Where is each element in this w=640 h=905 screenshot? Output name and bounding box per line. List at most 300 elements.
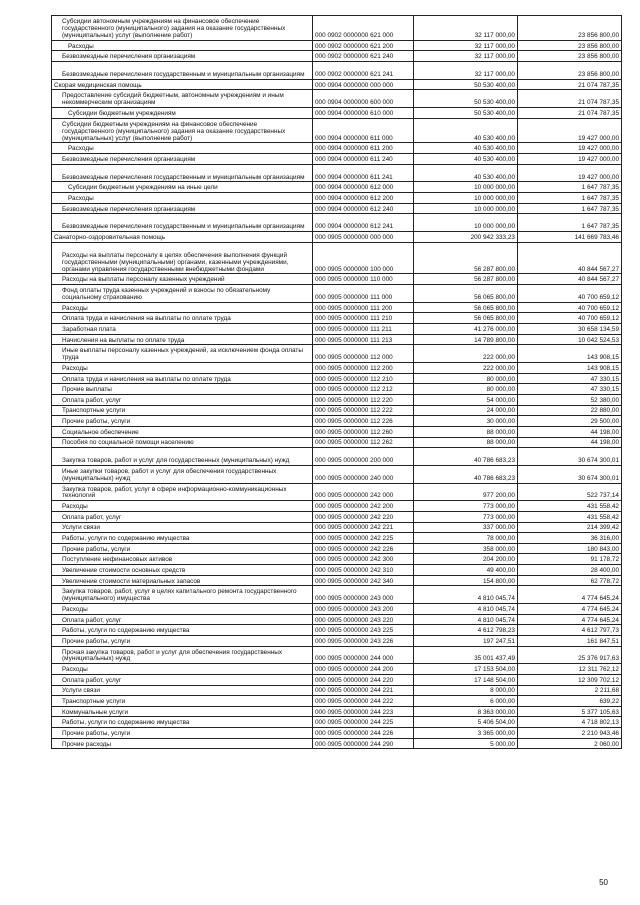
table-row	[52, 108, 622, 119]
row-fact-cell: 4 774 645,24	[518, 586, 622, 604]
row-code-cell: 000 0905 0000000 244 000	[313, 646, 414, 664]
row-name-cell	[52, 674, 313, 685]
row-code-cell: 000 0904 0000000 611 000	[313, 118, 414, 143]
table-row	[52, 90, 622, 108]
row-plan-cell: 17 148 504,00	[414, 674, 518, 685]
row-fact-cell: 2 060,00	[518, 738, 622, 749]
row-code-cell: 000 0905 0000000 243 200	[313, 604, 414, 615]
row-fact-cell: 431 558,42	[518, 501, 622, 512]
row-plan-cell: 40 530 400,00	[414, 143, 518, 154]
row-plan-cell: 17 153 504,00	[414, 664, 518, 675]
row-fact-cell: 28 400,00	[518, 565, 622, 576]
row-plan-cell: 50 530 400,00	[414, 108, 518, 119]
row-plan-cell: 56 287 800,00	[414, 242, 518, 274]
table-row	[52, 51, 622, 62]
row-plan-cell: 32 117 000,00	[414, 16, 518, 41]
row-plan-cell: 40 530 400,00	[414, 118, 518, 143]
row-fact-cell: 12 311 762,12	[518, 664, 622, 675]
row-name-cell	[52, 604, 313, 615]
row-name-text: Оплата труда и начисления на выплаты по оплате труда	[62, 375, 231, 383]
row-code-cell: 000 0905 0000000 242 000	[313, 483, 414, 501]
table-row	[52, 285, 622, 303]
row-fact-cell: 47 330,15	[518, 373, 622, 384]
row-plan-cell: 56 287 800,00	[414, 274, 518, 285]
row-name-cell	[52, 625, 313, 636]
row-fact-cell: 2 210 943,46	[518, 728, 622, 739]
row-fact-cell: 10 042 524,53	[518, 334, 622, 345]
row-name-cell	[52, 501, 313, 512]
table-row	[52, 334, 622, 345]
row-plan-cell: 773 000,00	[414, 501, 518, 512]
row-name-cell	[52, 448, 313, 466]
row-fact-cell: 522 737,14	[518, 483, 622, 501]
row-fact-cell: 44 198,00	[518, 437, 622, 448]
table-row	[52, 738, 622, 749]
row-plan-cell: 30 000,00	[414, 416, 518, 427]
row-name-cell	[52, 203, 313, 214]
row-code-cell: 000 0905 0000000 242 310	[313, 565, 414, 576]
row-fact-cell: 21 074 787,35	[518, 90, 622, 108]
row-fact-cell: 639,22	[518, 696, 622, 707]
row-plan-cell: 40 786 683,23	[414, 448, 518, 466]
row-plan-cell: 200 942 333,23	[414, 232, 518, 243]
row-name-cell	[52, 363, 313, 374]
row-fact-cell: 29 500,00	[518, 416, 622, 427]
row-name-cell	[52, 437, 313, 448]
row-code-cell: 000 0904 0000000 612 241	[313, 214, 414, 232]
row-plan-cell: 154 800,00	[414, 575, 518, 586]
table-row	[52, 554, 622, 565]
row-name-cell	[52, 728, 313, 739]
row-name-cell	[52, 373, 313, 384]
row-plan-cell: 10 000 000,00	[414, 214, 518, 232]
table-row	[52, 345, 622, 363]
table-row	[52, 511, 622, 522]
row-name-text: Субсидии бюджетным учреждениям на финансовое обеспечение государственного (муниципального) задания на оказание государственных (муниципальных) услуг (выполнение работ)	[62, 121, 286, 142]
row-name-cell	[52, 164, 313, 182]
row-name-text: Прочие выплаты	[62, 386, 112, 394]
row-name-cell	[52, 232, 313, 243]
table-row	[52, 575, 622, 586]
row-fact-cell: 12 309 702,12	[518, 674, 622, 685]
row-name-text: Прочие работы, услуги	[62, 418, 131, 426]
table-row	[52, 728, 622, 739]
row-fact-cell: 36 316,00	[518, 533, 622, 544]
row-name-text: Работы, услуги по содержанию имущества	[62, 719, 190, 727]
table-row	[52, 182, 622, 193]
row-plan-cell: 54 000,00	[414, 394, 518, 405]
row-name-text: Прочие работы, услуги	[62, 729, 131, 737]
row-name-cell	[52, 16, 313, 41]
row-plan-cell: 5 000,00	[414, 738, 518, 749]
table-row	[52, 363, 622, 374]
row-code-cell: 000 0905 0000000 242 300	[313, 554, 414, 565]
row-name-cell	[52, 334, 313, 345]
table-row	[52, 604, 622, 615]
row-fact-cell: 19 427 000,00	[518, 118, 622, 143]
row-code-cell: 000 0905 0000000 111 211	[313, 324, 414, 335]
row-name-cell	[52, 586, 313, 604]
row-name-text: Безвозмездные перечисления государственным и муниципальным организациям	[62, 173, 305, 181]
row-name-cell	[52, 575, 313, 586]
table-row	[52, 674, 622, 685]
row-code-cell: 000 0905 0000000 243 226	[313, 635, 414, 646]
row-code-cell: 000 0904 0000000 000 000	[313, 79, 414, 90]
row-code-cell: 000 0905 0000000 112 262	[313, 437, 414, 448]
row-name-text: Оплата работ, услуг	[62, 616, 122, 624]
table-row	[52, 522, 622, 533]
row-code-cell: 000 0904 0000000 600 000	[313, 90, 414, 108]
row-plan-cell: 5 406 504,00	[414, 717, 518, 728]
row-code-cell: 000 0905 0000000 112 222	[313, 405, 414, 416]
row-plan-cell: 40 786 683,23	[414, 465, 518, 483]
row-plan-cell: 56 065 800,00	[414, 285, 518, 303]
row-fact-cell: 40 700 659,12	[518, 313, 622, 324]
row-fact-cell: 44 198,00	[518, 426, 622, 437]
row-name-text: Начисления на выплаты по оплате труда	[62, 336, 185, 344]
row-name-text: Оплата работ, услуг	[62, 396, 122, 404]
row-name-text: Расходы	[68, 145, 94, 153]
row-code-cell: 000 0905 0000000 243 000	[313, 586, 414, 604]
table-row	[52, 426, 622, 437]
row-name-cell	[52, 40, 313, 51]
row-code-cell: 000 0905 0000000 244 225	[313, 717, 414, 728]
row-name-text: Работы, услуги по содержанию имущества	[62, 627, 190, 635]
row-name-text: Транспортные услуги	[62, 698, 126, 706]
row-name-cell	[52, 717, 313, 728]
row-name-text: Расходы на выплаты персоналу казенных учреждений	[62, 276, 225, 284]
row-name-text: Закупка товаров, работ, услуг в целях капитального ремонта государственного (муниципального) имущества	[62, 588, 297, 603]
row-name-cell	[52, 685, 313, 696]
row-name-cell	[52, 214, 313, 232]
row-plan-cell: 32 117 000,00	[414, 40, 518, 51]
row-code-cell: 000 0905 0000000 242 200	[313, 501, 414, 512]
row-fact-cell: 2 211,68	[518, 685, 622, 696]
row-name-text: Услуги связи	[62, 524, 100, 532]
row-code-cell: 000 0905 0000000 244 220	[313, 674, 414, 685]
row-fact-cell: 23 856 800,00	[518, 51, 622, 62]
table-row	[52, 717, 622, 728]
row-fact-cell: 4 718 802,13	[518, 717, 622, 728]
row-code-cell: 000 0904 0000000 611 241	[313, 164, 414, 182]
row-plan-cell: 197 247,51	[414, 635, 518, 646]
table-row	[52, 646, 622, 664]
row-plan-cell: 80 000,00	[414, 373, 518, 384]
row-plan-cell: 78 000,00	[414, 533, 518, 544]
row-fact-cell: 19 427 000,00	[518, 143, 622, 154]
row-code-cell: 000 0905 0000000 112 000	[313, 345, 414, 363]
row-code-cell: 000 0905 0000000 244 221	[313, 685, 414, 696]
table-row	[52, 40, 622, 51]
row-name-text: Санаторно-оздоровительная помощь	[54, 233, 166, 241]
row-name-cell	[52, 285, 313, 303]
row-plan-cell: 80 000,00	[414, 384, 518, 395]
row-name-text: Оплата работ, услуг	[62, 676, 122, 684]
row-plan-cell: 49 400,00	[414, 565, 518, 576]
row-plan-cell: 773 000,00	[414, 511, 518, 522]
row-name-text: Прочие расходы	[62, 740, 111, 748]
row-name-text: Оплата работ, услуг	[62, 513, 122, 521]
row-code-cell: 000 0905 0000000 111 000	[313, 285, 414, 303]
row-plan-cell: 50 530 400,00	[414, 90, 518, 108]
row-plan-cell: 358 000,00	[414, 543, 518, 554]
row-fact-cell: 62 778,72	[518, 575, 622, 586]
row-fact-cell: 143 908,15	[518, 345, 622, 363]
row-name-cell	[52, 274, 313, 285]
row-plan-cell: 10 000 000,00	[414, 193, 518, 204]
row-plan-cell: 4 612 798,23	[414, 625, 518, 636]
row-fact-cell: 5 377 105,63	[518, 706, 622, 717]
row-fact-cell: 4 612 797,73	[518, 625, 622, 636]
row-fact-cell: 1 647 787,35	[518, 203, 622, 214]
row-name-text: Расходы	[62, 666, 88, 674]
row-code-cell: 000 0905 0000000 112 200	[313, 363, 414, 374]
table-row	[52, 16, 622, 41]
row-fact-cell: 19 427 000,00	[518, 164, 622, 182]
row-code-cell: 000 0905 0000000 244 200	[313, 664, 414, 675]
row-code-cell: 000 0904 0000000 612 240	[313, 203, 414, 214]
row-name-cell	[52, 706, 313, 717]
row-plan-cell: 3 365 000,00	[414, 728, 518, 739]
row-fact-cell: 40 700 659,12	[518, 302, 622, 313]
page-number: 50	[599, 878, 608, 887]
row-plan-cell: 88 000,00	[414, 426, 518, 437]
row-code-cell: 000 0905 0000000 244 290	[313, 738, 414, 749]
table-row	[52, 696, 622, 707]
row-fact-cell: 40 844 567,27	[518, 242, 622, 274]
table-row	[52, 706, 622, 717]
table-row	[52, 203, 622, 214]
table-row	[52, 533, 622, 544]
row-name-text: Иные закупки товаров, работ и услуг для обеспечения государственных (муниципальных) нужд	[62, 467, 277, 482]
row-name-cell	[52, 565, 313, 576]
row-code-cell: 000 0902 0000000 621 240	[313, 51, 414, 62]
row-fact-cell: 19 427 000,00	[518, 154, 622, 165]
row-name-text: Транспортные услуги	[62, 407, 126, 415]
row-name-cell	[52, 193, 313, 204]
row-code-cell: 000 0902 0000000 621 200	[313, 40, 414, 51]
table-row	[52, 164, 622, 182]
row-name-cell	[52, 522, 313, 533]
row-name-cell	[52, 465, 313, 483]
table-row	[52, 586, 622, 604]
table-row	[52, 313, 622, 324]
budget-execution-table	[51, 15, 622, 749]
row-code-cell: 000 0905 0000000 242 220	[313, 511, 414, 522]
row-name-cell	[52, 614, 313, 625]
row-plan-cell: 24 000,00	[414, 405, 518, 416]
row-fact-cell: 1 647 787,35	[518, 214, 622, 232]
row-fact-cell: 4 774 645,24	[518, 604, 622, 615]
row-fact-cell: 141 669 783,46	[518, 232, 622, 243]
row-code-cell: 000 0905 0000000 244 222	[313, 696, 414, 707]
table-row	[52, 324, 622, 335]
row-name-text: Безвозмездные перечисления организациям	[62, 205, 196, 213]
row-code-cell: 000 0905 0000000 200 000	[313, 448, 414, 466]
row-name-cell	[52, 394, 313, 405]
row-fact-cell: 91 178,72	[518, 554, 622, 565]
row-code-cell: 000 0905 0000000 242 221	[313, 522, 414, 533]
row-name-text: Работы, услуги по содержанию имущества	[62, 534, 190, 542]
row-name-text: Субсидии бюджетным учреждениям	[68, 109, 176, 117]
row-plan-cell: 222 000,00	[414, 363, 518, 374]
table-row	[52, 405, 622, 416]
row-plan-cell: 8 363 000,00	[414, 706, 518, 717]
row-code-cell: 000 0905 0000000 112 210	[313, 373, 414, 384]
row-code-cell: 000 0905 0000000 112 212	[313, 384, 414, 395]
row-name-cell	[52, 143, 313, 154]
table-row	[52, 448, 622, 466]
table-row	[52, 274, 622, 285]
row-code-cell: 000 0905 0000000 100 000	[313, 242, 414, 274]
table-row	[52, 625, 622, 636]
row-name-cell	[52, 483, 313, 501]
row-name-cell	[52, 182, 313, 193]
row-code-cell: 000 0905 0000000 240 000	[313, 465, 414, 483]
row-fact-cell: 22 880,00	[518, 405, 622, 416]
row-name-text: Безвозмездные перечисления государственным и муниципальным организациям	[62, 223, 305, 231]
row-name-text: Прочая закупка товаров, работ и услуг для обеспечения государственных (муниципальных) нужд	[62, 648, 283, 663]
row-fact-cell: 161 847,51	[518, 635, 622, 646]
row-plan-cell: 56 065 800,00	[414, 313, 518, 324]
row-code-cell: 000 0905 0000000 111 213	[313, 334, 414, 345]
table-row	[52, 465, 622, 483]
row-plan-cell: 977 200,00	[414, 483, 518, 501]
row-fact-cell: 431 558,42	[518, 511, 622, 522]
table-row	[52, 373, 622, 384]
row-name-text: Услуги связи	[62, 687, 100, 695]
row-name-text: Безвозмездные перечисления организациям	[62, 53, 196, 61]
row-code-cell: 000 0902 0000000 621 000	[313, 16, 414, 41]
row-name-text: Расходы на выплаты персоналу в целях обеспечения выполнения функций государственными (муниципальными) органами, казенными учреждениями, органами управления государственными внебюджетными фондами	[62, 252, 289, 273]
table-row	[52, 543, 622, 554]
table-row	[52, 242, 622, 274]
row-plan-cell: 32 117 000,00	[414, 51, 518, 62]
table-row	[52, 302, 622, 313]
row-code-cell: 000 0905 0000000 000 000	[313, 232, 414, 243]
row-fact-cell: 30 674 300,01	[518, 448, 622, 466]
row-plan-cell: 10 000 000,00	[414, 182, 518, 193]
row-fact-cell: 1 647 787,35	[518, 193, 622, 204]
row-name-cell	[52, 108, 313, 119]
row-plan-cell: 56 065 800,00	[414, 302, 518, 313]
row-name-cell	[52, 345, 313, 363]
row-name-cell	[52, 324, 313, 335]
row-name-cell	[52, 635, 313, 646]
row-fact-cell: 30 658 134,59	[518, 324, 622, 335]
row-fact-cell: 214 399,42	[518, 522, 622, 533]
row-name-text: Социальное обеспечение	[62, 428, 139, 436]
row-code-cell: 000 0905 0000000 244 226	[313, 728, 414, 739]
row-plan-cell: 4 810 045,74	[414, 604, 518, 615]
row-plan-cell: 40 530 400,00	[414, 164, 518, 182]
table-row	[52, 143, 622, 154]
row-plan-cell: 10 000 000,00	[414, 203, 518, 214]
row-code-cell: 000 0905 0000000 243 225	[313, 625, 414, 636]
row-name-text: Субсидии автономным учреждениям на финансовое обеспечение государственного (муниципального) задания на оказание государственных (муниципальных) услуг (выполнение работ)	[62, 18, 286, 39]
row-code-cell: 000 0905 0000000 112 226	[313, 416, 414, 427]
row-name-cell	[52, 554, 313, 565]
table-row	[52, 384, 622, 395]
row-code-cell: 000 0904 0000000 610 000	[313, 108, 414, 119]
row-name-text: Увеличение стоимости материальных запасов	[62, 577, 201, 585]
row-code-cell: 000 0902 0000000 621 241	[313, 62, 414, 80]
row-name-cell	[52, 154, 313, 165]
row-name-cell	[52, 242, 313, 274]
row-plan-cell: 40 530 400,00	[414, 154, 518, 165]
row-code-cell: 000 0904 0000000 611 200	[313, 143, 414, 154]
row-name-cell	[52, 533, 313, 544]
row-plan-cell: 4 810 045,74	[414, 614, 518, 625]
row-name-text: Расходы	[62, 304, 88, 312]
table-row	[52, 232, 622, 243]
row-name-text: Прочие работы, услуги	[62, 545, 131, 553]
row-plan-cell: 222 000,00	[414, 345, 518, 363]
row-name-text: Прочие работы, услуги	[62, 637, 131, 645]
table-row	[52, 565, 622, 576]
row-code-cell: 000 0905 0000000 243 220	[313, 614, 414, 625]
row-plan-cell: 14 789 800,00	[414, 334, 518, 345]
row-fact-cell: 30 674 300,01	[518, 465, 622, 483]
row-name-text: Безвозмездные перечисления государственным и муниципальным организациям	[62, 70, 305, 78]
table-row	[52, 483, 622, 501]
table-row	[52, 437, 622, 448]
row-name-text: Иные выплаты персоналу казенных учреждений, за исключением фонда оплаты труда	[62, 347, 303, 362]
row-name-text: Фонд оплаты труда казенных учреждений и взносы по обязательному социальному страхованию	[62, 287, 271, 301]
row-plan-cell: 50 530 400,00	[414, 79, 518, 90]
row-plan-cell: 204 200,00	[414, 554, 518, 565]
row-fact-cell: 23 856 800,00	[518, 40, 622, 51]
table-row	[52, 154, 622, 165]
table-row	[52, 685, 622, 696]
row-plan-cell: 337 000,00	[414, 522, 518, 533]
row-name-text: Субсидии бюджетным учреждениям на иные цели	[68, 184, 218, 192]
row-code-cell: 000 0905 0000000 242 226	[313, 543, 414, 554]
row-fact-cell: 23 856 800,00	[518, 16, 622, 41]
row-name-cell	[52, 51, 313, 62]
table-row	[52, 79, 622, 90]
table-row	[52, 193, 622, 204]
row-code-cell: 000 0905 0000000 244 223	[313, 706, 414, 717]
row-name-text: Расходы	[68, 194, 94, 202]
row-name-text: Оплата труда и начисления на выплаты по оплате труда	[62, 315, 231, 323]
row-name-cell	[52, 90, 313, 108]
budget-rows	[52, 16, 622, 749]
row-name-cell	[52, 118, 313, 143]
row-code-cell: 000 0905 0000000 242 225	[313, 533, 414, 544]
row-plan-cell: 32 117 000,00	[414, 62, 518, 80]
row-fact-cell: 143 908,15	[518, 363, 622, 374]
row-fact-cell: 40 700 659,12	[518, 285, 622, 303]
row-name-cell	[52, 79, 313, 90]
row-name-cell	[52, 384, 313, 395]
table-row	[52, 118, 622, 143]
row-name-text: Расходы	[62, 605, 88, 613]
table-row	[52, 635, 622, 646]
row-name-text: Расходы	[62, 503, 88, 511]
table-row	[52, 214, 622, 232]
row-name-cell	[52, 426, 313, 437]
row-name-text: Расходы	[68, 42, 94, 50]
table-row	[52, 62, 622, 80]
row-name-text: Заработная плата	[62, 325, 116, 333]
row-fact-cell: 52 380,00	[518, 394, 622, 405]
row-fact-cell: 23 856 800,00	[518, 62, 622, 80]
row-name-cell	[52, 646, 313, 664]
row-name-text: Предоставление субсидий бюджетным, автономным учреждениям и иным некоммерческим организациям	[62, 92, 284, 107]
table-row	[52, 394, 622, 405]
row-name-text: Поступление нефинансовых активов	[62, 556, 173, 564]
